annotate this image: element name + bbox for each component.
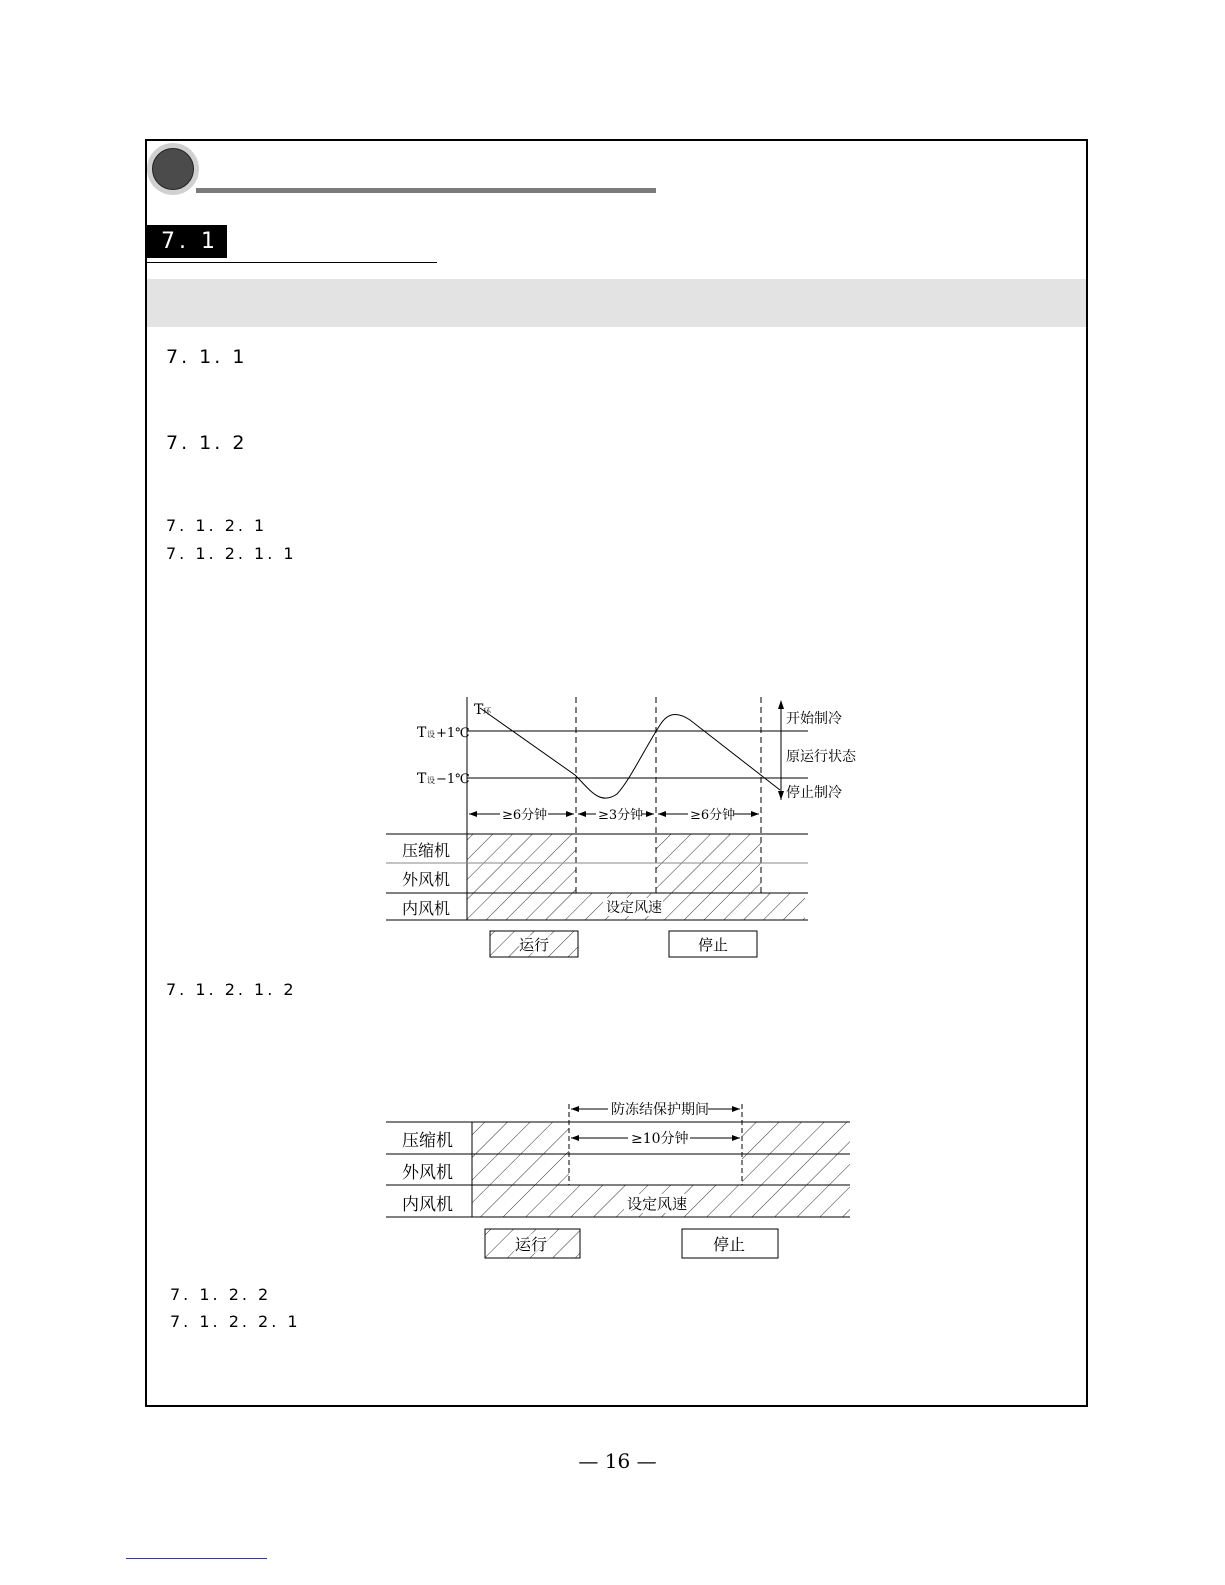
heading-7-1-2-1-1: 7. 1. 2. 1. 1 xyxy=(166,544,297,563)
heading-7-1-2-1-2: 7. 1. 2. 1. 2 xyxy=(166,980,297,999)
t-env-label: T xyxy=(474,702,484,718)
heading-7-1-2: 7. 1. 2 xyxy=(166,432,248,454)
heading-7-1-2-1: 7. 1. 2. 1 xyxy=(166,516,268,535)
chapter-badge-icon xyxy=(147,143,199,195)
protection-period-label: 防冻结保护期间 xyxy=(611,1102,709,1118)
row-outdoor-fan-label: 外风机 xyxy=(402,870,451,889)
stop-cooling-label: 停止制冷 xyxy=(786,785,842,801)
t-set-plus-label: T xyxy=(417,725,427,741)
t-set-plus-value: +1℃ xyxy=(436,726,470,741)
row-compressor-label-2: 压缩机 xyxy=(402,1131,453,1151)
t-env-sub: 环 xyxy=(483,707,491,716)
temperature-curve xyxy=(480,708,780,798)
section-title-rule xyxy=(145,262,437,263)
original-state-label: 原运行状态 xyxy=(786,749,856,765)
antifreeze-protection-diagram xyxy=(380,1095,860,1265)
legend-run-label: 运行 xyxy=(519,936,550,954)
row-indoor-fan-label-2: 内风机 xyxy=(402,1195,453,1215)
chapter-title-rule xyxy=(196,188,656,193)
interval-3-label: ≥6分钟 xyxy=(690,808,736,823)
section-summary-band xyxy=(147,279,1086,327)
interval-1-label: ≥6分钟 xyxy=(502,808,548,823)
legend-run-label-2: 运行 xyxy=(515,1235,548,1254)
interval-2-label: ≥3分钟 xyxy=(598,808,644,823)
set-fan-speed-label: 设定风速 xyxy=(606,900,662,916)
heading-7-1-2-2: 7. 1. 2. 2 xyxy=(170,1285,272,1304)
start-cooling-label: 开始制冷 xyxy=(786,711,842,727)
interval-10min-label: ≥10分钟 xyxy=(631,1131,689,1147)
section-badge: 7. 1 xyxy=(145,225,227,258)
set-fan-speed-label-2: 设定风速 xyxy=(627,1195,688,1213)
page-number: — 16 — xyxy=(578,1449,657,1473)
t-set-minus-label: T xyxy=(417,771,427,787)
t-set-minus-sub: 设 xyxy=(427,776,435,785)
row-compressor-label: 压缩机 xyxy=(402,841,451,860)
t-set-plus-sub: 设 xyxy=(427,730,435,739)
legend-stop-label-2: 停止 xyxy=(713,1235,746,1254)
row-outdoor-fan-label-2: 外风机 xyxy=(402,1163,453,1183)
cooling-timing-diagram xyxy=(380,690,860,965)
row-indoor-fan-label: 内风机 xyxy=(402,899,451,918)
legend-stop-label: 停止 xyxy=(698,936,729,954)
bottom-link-underline xyxy=(126,1558,267,1559)
t-set-minus-value: −1℃ xyxy=(436,772,470,787)
heading-7-1-2-2-1: 7. 1. 2. 2. 1 xyxy=(170,1312,301,1331)
heading-7-1-1: 7. 1. 1 xyxy=(166,346,248,368)
